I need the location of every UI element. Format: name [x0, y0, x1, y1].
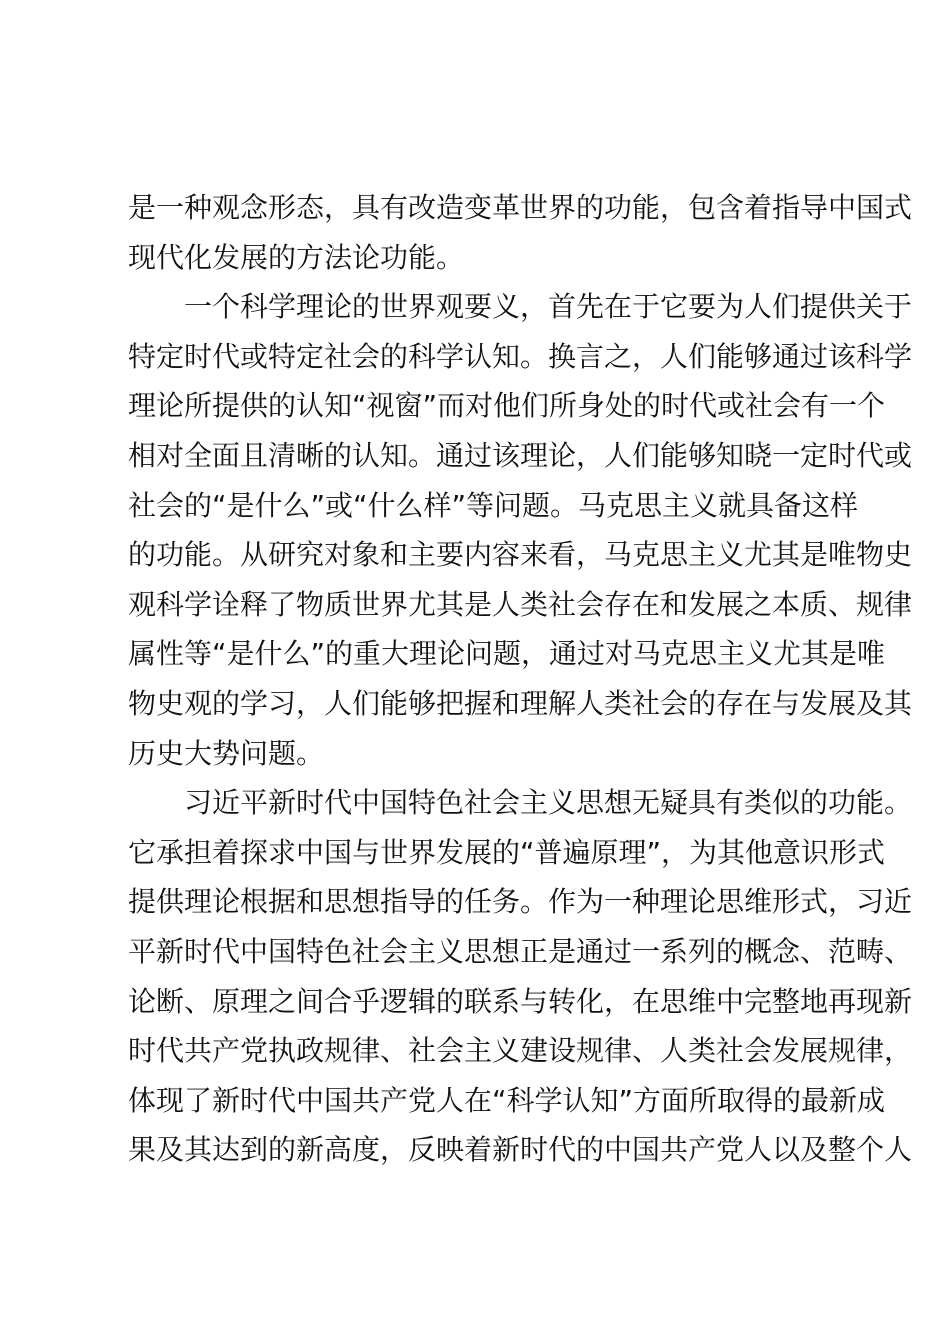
text-line: 历史大势问题。: [128, 736, 325, 770]
text-line: 现代化发展的方法论功能。: [128, 240, 465, 274]
paragraph-1: [128, 183, 913, 282]
text-line: 社会的“是什么”或“什么样”等问题。马克思主义就具备这样: [128, 488, 859, 522]
text-line: 果及其达到的新高度，反映着新时代的中国共产党人以及整个人: [128, 1133, 913, 1167]
text-line: 一个科学理论的世界观要义，首先在于它要为人们提供关于: [184, 290, 913, 324]
text-line: 物史观的学习，人们能够把握和理解人类社会的存在与发展及其: [128, 686, 913, 720]
body-text: [128, 183, 913, 1175]
text-line: 习近平新时代中国特色社会主义思想无疑具有类似的功能。: [184, 786, 913, 820]
text-line: 理论所提供的认知“视窗”而对他们所身处的时代或社会有一个: [128, 389, 886, 423]
text-line: 体现了新时代中国共产党人在“科学认知”方面所取得的最新成: [128, 1083, 886, 1117]
text-line: 是一种观念形态，具有改造变革世界的功能，包含着指导中国式: [128, 191, 913, 224]
text-line: 相对全面且清晰的认知。通过该理论，人们能够知晓一定时代或: [128, 438, 913, 472]
text-line: 属性等“是什么”的重大理论问题，通过对马克思主义尤其是唯: [128, 637, 886, 671]
text-line: 的功能。从研究对象和主要内容来看，马克思主义尤其是唯物史: [128, 538, 913, 572]
text-line: 平新时代中国特色社会主义思想正是通过一系列的概念、范畴、: [128, 934, 913, 968]
paragraph-2: [128, 282, 913, 778]
text-line: 特定时代或特定社会的科学认知。换言之，人们能够通过该科学: [128, 339, 913, 373]
paragraph-3: [128, 778, 913, 1175]
text-line: 观科学诠释了物质世界尤其是人类社会存在和发展之本质、规律: [128, 587, 913, 621]
text-line: 论断、原理之间合乎逻辑的联系与转化，在思维中完整地再现新: [128, 984, 913, 1018]
text-line: 它承担着探求中国与世界发展的“普遍原理”，为其他意识形式: [128, 835, 886, 869]
text-line: 时代共产党执政规律、社会主义建设规律、人类社会发展规律，: [128, 1034, 913, 1068]
text-line: 提供理论根据和思想指导的任务。作为一种理论思维形式，习近: [128, 885, 913, 919]
